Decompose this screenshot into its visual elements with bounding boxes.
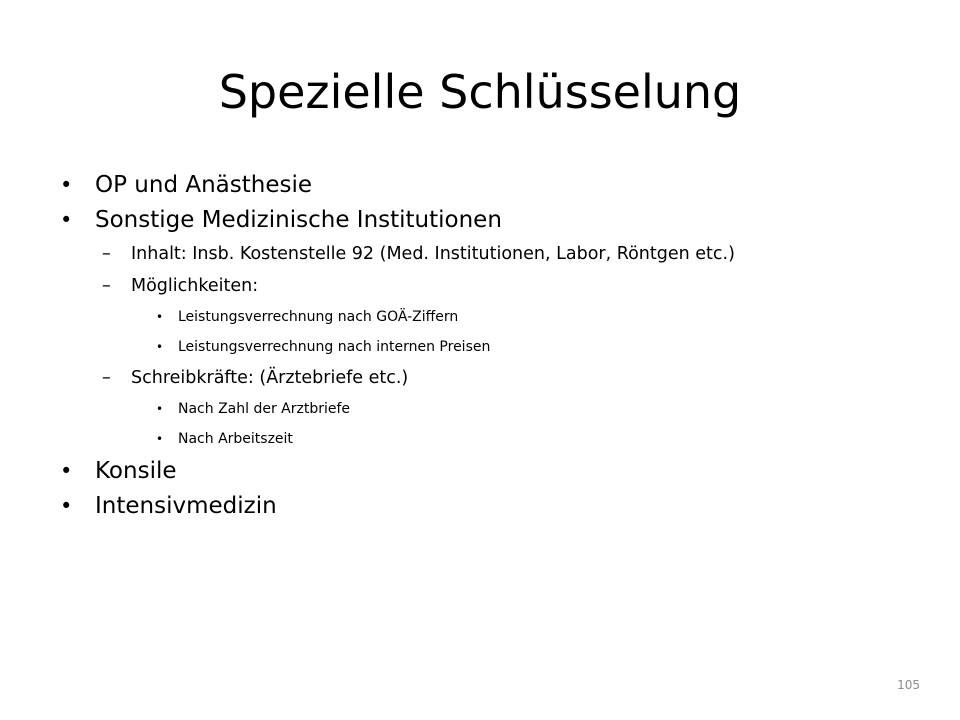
sub-sub-item [60, 332, 910, 362]
sub-item [60, 238, 910, 270]
bullet-marker: • [60, 459, 73, 483]
bullet-text: Konsile [95, 458, 177, 484]
dash-marker: – [102, 276, 111, 296]
bullet-marker: • [156, 432, 164, 446]
bullet-list [60, 168, 910, 524]
sub-item-text: Schreibkräfte: (Ärztebriefe etc.) [131, 368, 409, 388]
sub-sub-item-text: Leistungsverrechnung nach GOÄ-Ziffern [178, 309, 459, 325]
bullet-marker: • [156, 310, 164, 324]
bullet-item [60, 489, 910, 524]
bullet-marker: • [156, 402, 164, 416]
bullet-item [60, 203, 910, 238]
dash-marker: – [102, 244, 111, 264]
slide-title: Spezielle Schlüsselung [218, 65, 742, 119]
sub-sub-item [60, 424, 910, 454]
bullet-item [60, 454, 910, 489]
bullet-text: OP und Anästhesie [95, 172, 313, 198]
sub-item [60, 270, 910, 302]
sub-sub-item-text: Nach Zahl der Arztbriefe [178, 401, 351, 417]
bullet-text: Intensivmedizin [95, 493, 277, 519]
dash-marker: – [102, 368, 111, 388]
sub-item-text: Möglichkeiten: [131, 276, 259, 296]
sub-item [60, 362, 910, 394]
sub-sub-item [60, 394, 910, 424]
bullet-marker: • [156, 340, 164, 354]
page-number: 105 [897, 678, 920, 692]
bullet-marker: • [60, 494, 73, 518]
sub-sub-item-text: Leistungsverrechnung nach internen Preisen [178, 339, 491, 355]
bullet-marker: • [60, 173, 73, 197]
bullet-marker: • [60, 208, 73, 232]
sub-sub-item [60, 302, 910, 332]
sub-sub-item-text: Nach Arbeitszeit [178, 431, 293, 447]
bullet-text: Sonstige Medizinische Institutionen [95, 207, 502, 233]
sub-item-text: Inhalt: Insb. Kostenstelle 92 (Med. Institutionen, Labor, Röntgen etc.) [131, 244, 735, 264]
bullet-item [60, 168, 910, 203]
